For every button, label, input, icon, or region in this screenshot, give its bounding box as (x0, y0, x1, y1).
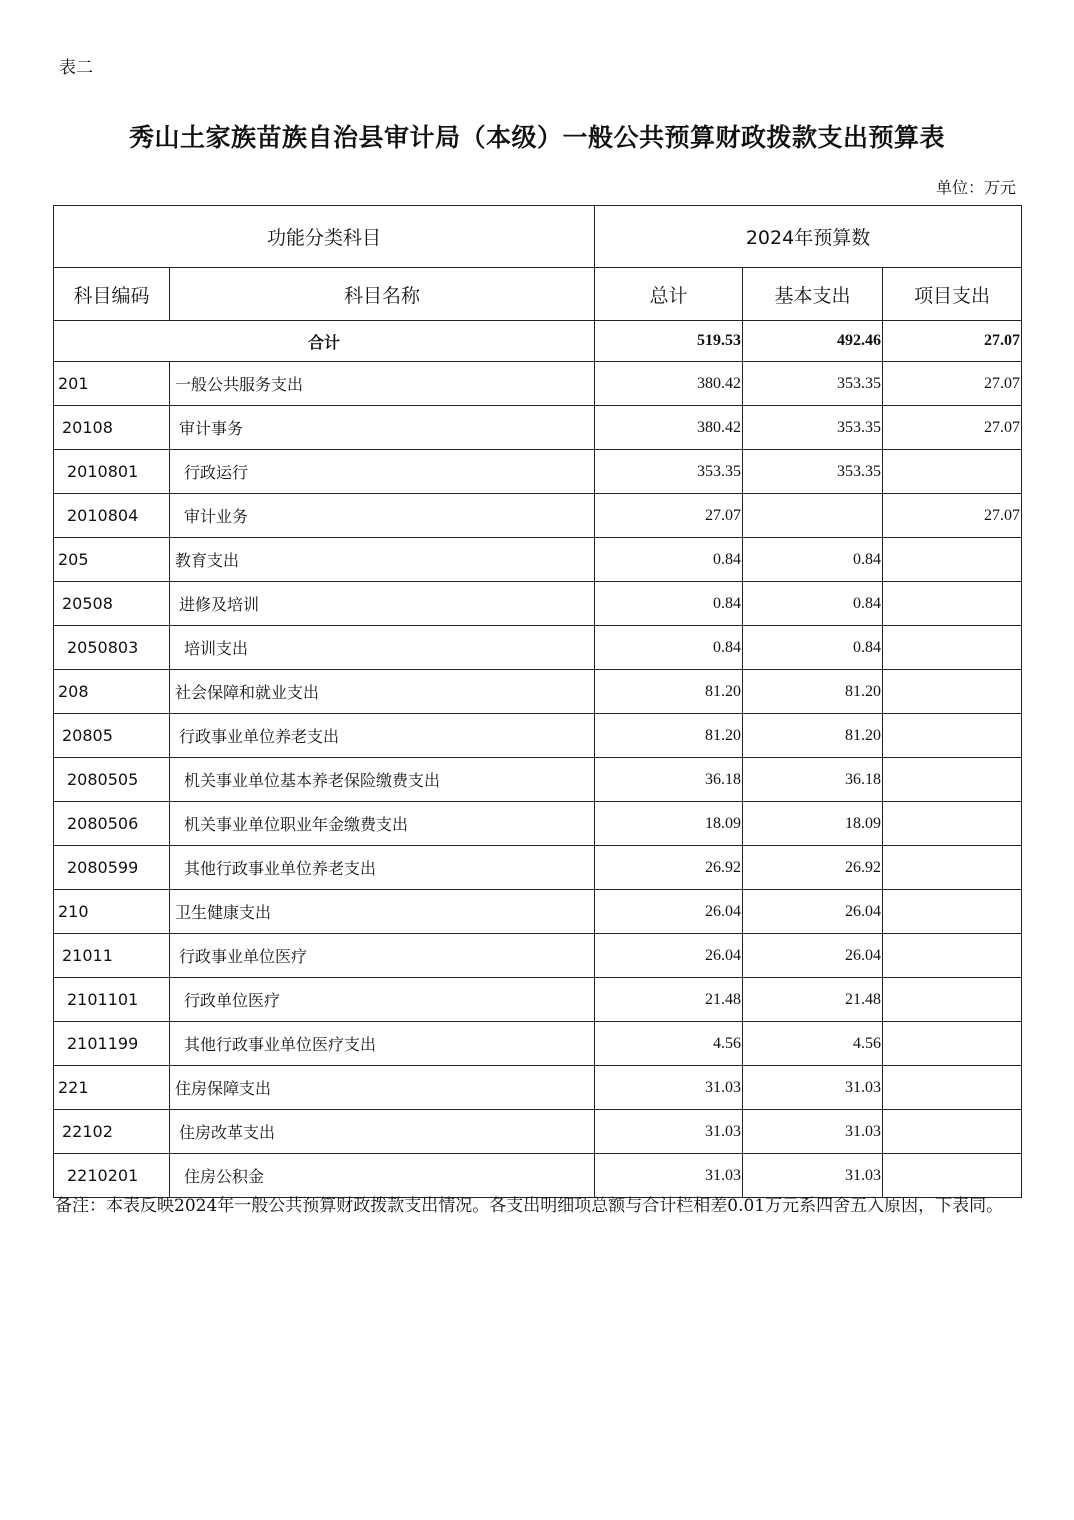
row-total: 31.03 (595, 1110, 743, 1154)
row-total: 4.56 (595, 1022, 743, 1066)
row-basic: 4.56 (743, 1022, 883, 1066)
row-project (883, 758, 1022, 802)
row-basic: 26.92 (743, 846, 883, 890)
table-row (54, 362, 1022, 406)
row-project (883, 1066, 1022, 1110)
row-name: 行政事业单位医疗 (170, 934, 595, 978)
row-total: 353.35 (595, 450, 743, 494)
row-basic: 353.35 (743, 450, 883, 494)
row-project: 27.07 (883, 494, 1022, 538)
row-project (883, 978, 1022, 1022)
row-code: 208 (54, 670, 170, 714)
row-name: 教育支出 (170, 538, 595, 582)
row-code: 2080506 (54, 802, 170, 846)
header-project: 项目支出 (883, 268, 1022, 321)
row-project (883, 846, 1022, 890)
table-row (54, 714, 1022, 758)
row-basic: 36.18 (743, 758, 883, 802)
row-code: 210 (54, 890, 170, 934)
row-project (883, 626, 1022, 670)
row-name: 行政单位医疗 (170, 978, 595, 1022)
row-code: 221 (54, 1066, 170, 1110)
unit-label: 单位：万元 (935, 178, 1016, 197)
table-row (54, 978, 1022, 1022)
row-total: 0.84 (595, 538, 743, 582)
table-row (54, 626, 1022, 670)
row-name: 行政事业单位养老支出 (170, 714, 595, 758)
row-total: 81.20 (595, 714, 743, 758)
table-row (54, 934, 1022, 978)
table-row (54, 1066, 1022, 1110)
footnote: 备注：本表反映2024年一般公共预算财政拨款支出情况。各支出明细项总额与合计栏相差0.01万元系四舍五入原因，下表同。 (55, 1196, 1004, 1216)
row-project (883, 714, 1022, 758)
row-project (883, 582, 1022, 626)
row-code: 20108 (54, 406, 170, 450)
table-row (54, 406, 1022, 450)
row-name: 一般公共服务支出 (170, 362, 595, 406)
row-basic: 31.03 (743, 1154, 883, 1198)
row-basic: 26.04 (743, 934, 883, 978)
row-name: 其他行政事业单位医疗支出 (170, 1022, 595, 1066)
row-basic: 21.48 (743, 978, 883, 1022)
total-row (54, 321, 1022, 362)
header-row-group (54, 206, 1022, 268)
total-label: 合计 (54, 321, 595, 362)
total-total: 519.53 (595, 321, 743, 362)
row-total: 81.20 (595, 670, 743, 714)
row-name: 培训支出 (170, 626, 595, 670)
header-row-columns (54, 268, 1022, 321)
header-function-group: 功能分类科目 (54, 206, 595, 268)
table-row (54, 1110, 1022, 1154)
row-project (883, 450, 1022, 494)
row-name: 卫生健康支出 (170, 890, 595, 934)
row-total: 31.03 (595, 1066, 743, 1110)
row-project (883, 802, 1022, 846)
row-project (883, 670, 1022, 714)
total-project: 27.07 (883, 321, 1022, 362)
row-basic: 0.84 (743, 538, 883, 582)
table-row (54, 538, 1022, 582)
row-basic: 31.03 (743, 1110, 883, 1154)
header-budget-group: 2024年预算数 (595, 206, 1022, 268)
row-code: 2080505 (54, 758, 170, 802)
table-row (54, 1022, 1022, 1066)
row-name: 其他行政事业单位养老支出 (170, 846, 595, 890)
row-total: 18.09 (595, 802, 743, 846)
row-total: 36.18 (595, 758, 743, 802)
row-basic: 18.09 (743, 802, 883, 846)
table-row (54, 494, 1022, 538)
row-name: 住房保障支出 (170, 1066, 595, 1110)
row-project: 27.07 (883, 362, 1022, 406)
budget-table (53, 205, 1022, 1198)
table-row (54, 846, 1022, 890)
header-basic: 基本支出 (743, 268, 883, 321)
table-tag: 表二 (59, 58, 93, 78)
row-name: 审计业务 (170, 494, 595, 538)
row-name: 住房改革支出 (170, 1110, 595, 1154)
table-row (54, 450, 1022, 494)
table-row (54, 758, 1022, 802)
row-code: 2101101 (54, 978, 170, 1022)
row-name: 进修及培训 (170, 582, 595, 626)
table-row (54, 802, 1022, 846)
row-basic: 0.84 (743, 582, 883, 626)
total-basic: 492.46 (743, 321, 883, 362)
row-total: 31.03 (595, 1154, 743, 1198)
row-total: 26.92 (595, 846, 743, 890)
row-basic: 81.20 (743, 670, 883, 714)
row-code: 2210201 (54, 1154, 170, 1198)
row-name: 行政运行 (170, 450, 595, 494)
table-row (54, 582, 1022, 626)
row-project (883, 1022, 1022, 1066)
table-row (54, 670, 1022, 714)
row-name: 审计事务 (170, 406, 595, 450)
row-code: 201 (54, 362, 170, 406)
row-basic: 353.35 (743, 406, 883, 450)
row-total: 27.07 (595, 494, 743, 538)
row-project (883, 1154, 1022, 1198)
row-total: 26.04 (595, 890, 743, 934)
row-basic: 353.35 (743, 362, 883, 406)
header-code: 科目编码 (54, 268, 170, 321)
row-total: 380.42 (595, 406, 743, 450)
row-project (883, 538, 1022, 582)
table-row (54, 890, 1022, 934)
row-basic: 31.03 (743, 1066, 883, 1110)
row-total: 380.42 (595, 362, 743, 406)
row-project: 27.07 (883, 406, 1022, 450)
row-code: 2010804 (54, 494, 170, 538)
page-title: 秀山土家族苗族自治县审计局（本级）一般公共预算财政拨款支出预算表 (128, 123, 945, 152)
row-name: 机关事业单位职业年金缴费支出 (170, 802, 595, 846)
header-name: 科目名称 (170, 268, 595, 321)
row-basic: 0.84 (743, 626, 883, 670)
row-code: 2010801 (54, 450, 170, 494)
row-code: 2080599 (54, 846, 170, 890)
row-name: 机关事业单位基本养老保险缴费支出 (170, 758, 595, 802)
row-total: 0.84 (595, 626, 743, 670)
row-code: 21011 (54, 934, 170, 978)
row-code: 20508 (54, 582, 170, 626)
row-code: 205 (54, 538, 170, 582)
row-project (883, 890, 1022, 934)
row-name: 社会保障和就业支出 (170, 670, 595, 714)
row-code: 2101199 (54, 1022, 170, 1066)
row-basic (743, 494, 883, 538)
row-project (883, 1110, 1022, 1154)
row-code: 22102 (54, 1110, 170, 1154)
row-code: 2050803 (54, 626, 170, 670)
table-row (54, 1154, 1022, 1198)
header-total: 总计 (595, 268, 743, 321)
row-name: 住房公积金 (170, 1154, 595, 1198)
row-total: 26.04 (595, 934, 743, 978)
row-basic: 26.04 (743, 890, 883, 934)
row-code: 20805 (54, 714, 170, 758)
row-total: 0.84 (595, 582, 743, 626)
row-total: 21.48 (595, 978, 743, 1022)
row-basic: 81.20 (743, 714, 883, 758)
row-project (883, 934, 1022, 978)
